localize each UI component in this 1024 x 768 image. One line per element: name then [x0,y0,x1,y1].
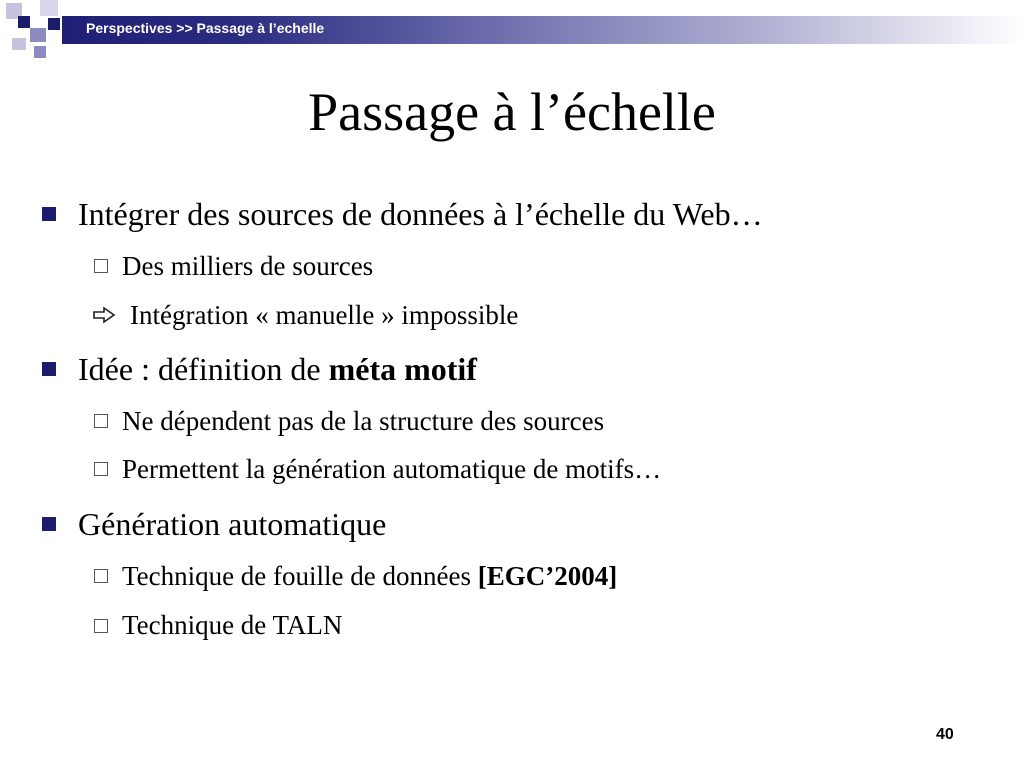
sub-point-text: Technique de fouille de données [122,561,478,591]
box-icon [94,619,108,633]
bullet-point [78,349,477,389]
box-icon [94,259,108,273]
decor-square [18,16,30,28]
breadcrumb: Perspectives >> Passage à l’echelle [86,20,325,36]
sub-point: Des milliers de sources [122,251,374,281]
sub-point: Intégration « manuelle » impossible [130,300,519,330]
page-number: 40 [936,726,954,743]
box-icon [94,414,108,428]
box-icon [94,569,108,583]
decor-square [30,28,46,42]
decor-square [40,0,58,16]
sub-point [122,559,617,593]
bullet-point: Intégrer des sources de données à l’échelle du Web… [78,196,763,232]
square-bullet-icon [42,517,56,531]
square-bullet-icon [42,207,56,221]
sub-point: Permettent la génération automatique de motifs… [122,454,662,484]
decor-square [12,38,26,50]
slide-title: Passage à l’échelle [308,82,716,142]
bullet-point: Génération automatique [78,506,387,542]
sub-point: Ne dépendent pas de la structure des sources [122,406,605,436]
decor-square [48,18,60,30]
square-bullet-icon [42,362,56,376]
decor-square [34,46,46,58]
arrow-icon [92,306,116,324]
box-icon [94,462,108,476]
bullet-point-bold: méta motif [328,351,477,387]
bullet-point-text: Idée : définition de [78,351,329,387]
citation: [EGC’2004] [477,561,618,591]
sub-point: Technique de TALN [122,610,343,640]
